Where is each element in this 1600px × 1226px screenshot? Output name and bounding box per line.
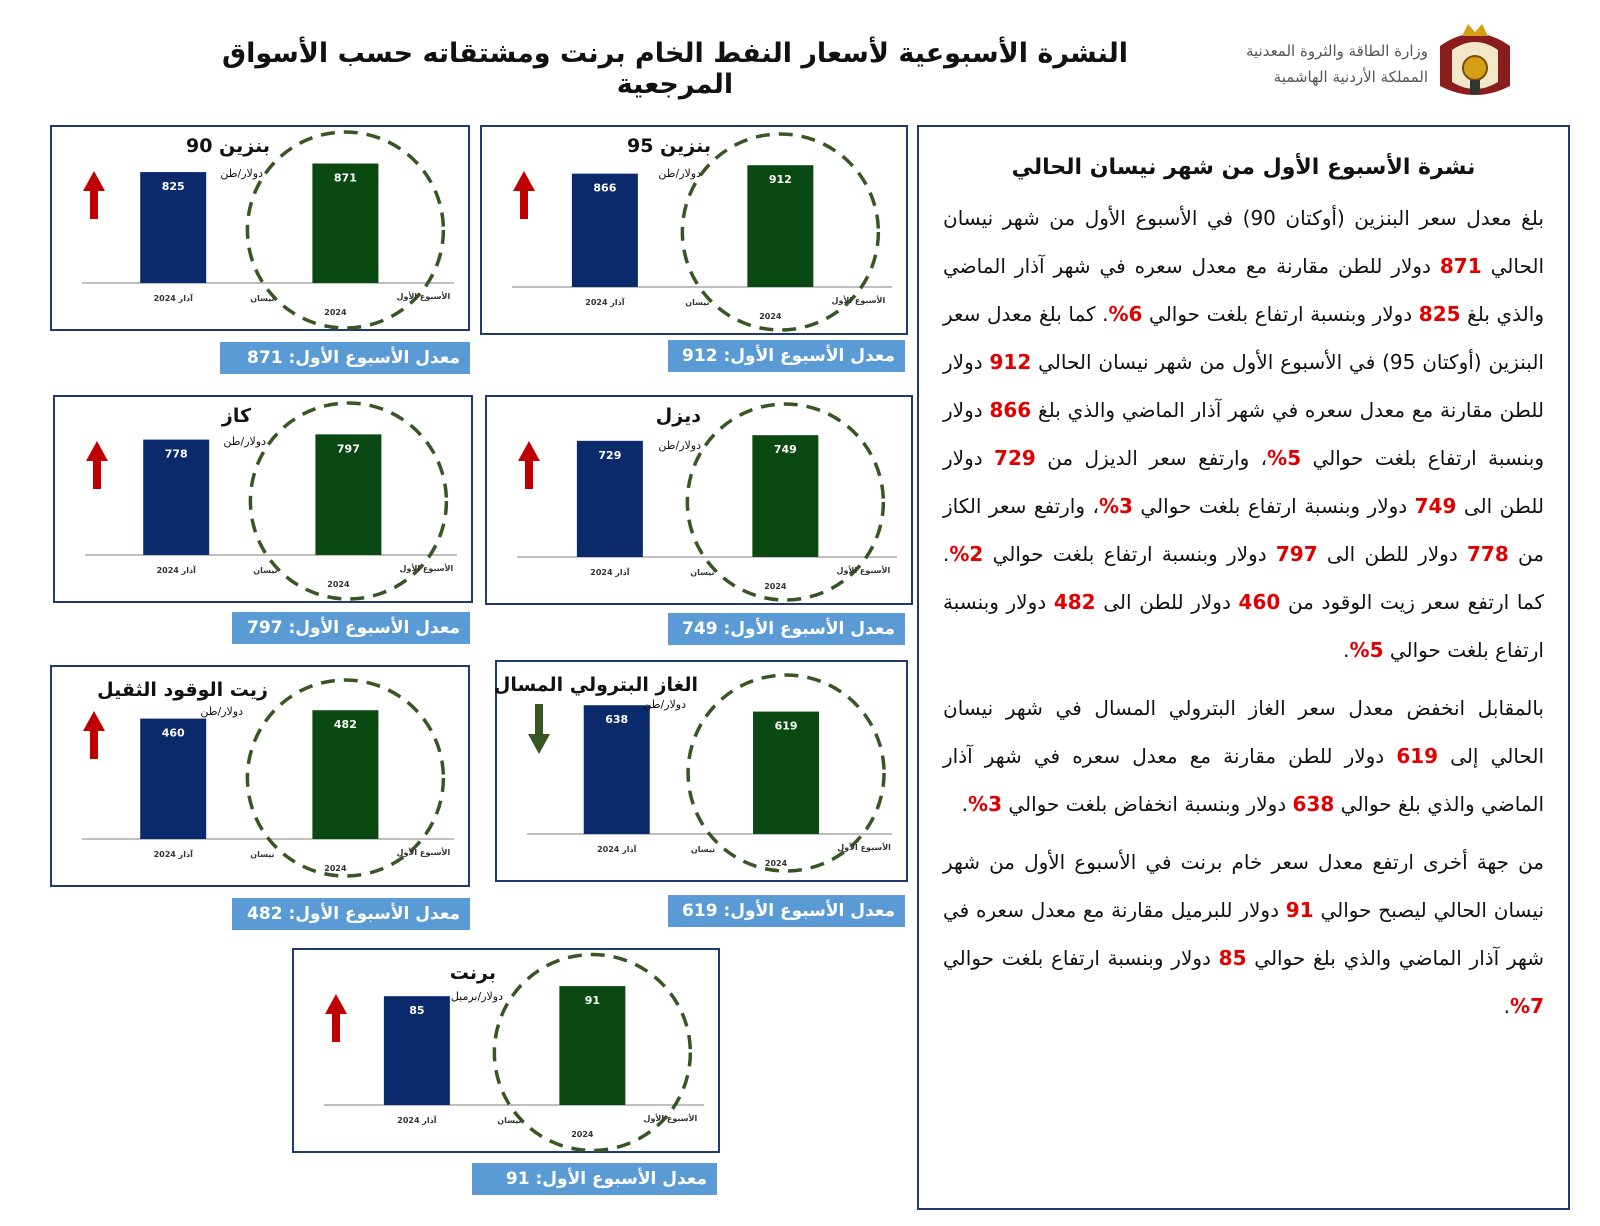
chart-panel-gasoline-95: [480, 125, 908, 335]
chart-unit: دولار/طن: [220, 167, 263, 180]
chart-unit: دولار/طن: [658, 439, 701, 452]
chart-unit: دولار/طن: [658, 167, 701, 180]
chart-title: برنت: [449, 962, 496, 984]
text-segment: ، وارتفع سعر الديزل من: [1035, 446, 1268, 470]
text-segment: من جهة أخرى ارتفع معدل سعر خام برنت في الأسبوع الأول من شهر نيسان الحالي ليصبح حوالي: [943, 850, 1544, 922]
arrow-up-icon: [325, 994, 347, 1042]
tick-label-week: الأسبوع الأول: [396, 292, 451, 301]
highlighted-value: 7%: [1510, 994, 1544, 1018]
text-segment: دولار وبنسبة ارتفاع بلغت حوالي: [1142, 302, 1419, 326]
tick-label-week: الأسبوع الأول: [643, 1114, 698, 1123]
tick-label-march: آذار 2024: [153, 850, 193, 859]
bulletin-text-box: [917, 125, 1570, 1210]
bar-value-label: 866: [593, 181, 617, 195]
highlighted-value: 3%: [968, 792, 1002, 816]
text-segment: دولار للطن مقارنة مع معدل سعره في شهر آذار الماضي والذي بلغ حوالي: [943, 744, 1544, 816]
tick-label-april: نيسان: [690, 845, 716, 854]
arrow-up-icon: [83, 711, 105, 759]
text-segment: بلغ معدل سعر البنزين (أوكتان 90) في الأسبوع الأول من شهر نيسان الحالي: [943, 206, 1545, 278]
paragraph-lpg: [943, 684, 1544, 828]
chart-unit: دولار/طن: [200, 705, 243, 718]
avg-banner: معدل الأسبوع الأول: 482: [232, 898, 470, 930]
tick-label-week: الأسبوع الأول: [836, 566, 891, 575]
tick-label-april: نيسان: [690, 568, 715, 577]
arrow-head: [83, 171, 105, 191]
bar-value-label: 825: [161, 180, 185, 194]
text-segment: دولار للطن مقارنة مع معدل سعره في شهر آذار الماضي والذي بلغ: [943, 350, 1544, 422]
highlighted-value: 85: [1218, 946, 1247, 970]
arrow-up-icon: [86, 441, 108, 489]
tick-label-april: نيسان: [250, 294, 275, 303]
bar-value-label: 871: [333, 171, 357, 185]
chart-title: بنزين 95: [626, 135, 711, 157]
arrow-head: [86, 441, 108, 461]
arrow-head: [83, 711, 105, 731]
chart-panel-lpg: [495, 660, 908, 882]
bar-value-label: 85: [409, 1004, 425, 1018]
text-segment: دولار وبنسبة ارتفاع بلغت حوالي: [943, 590, 1544, 662]
bar-value-label: 912: [768, 173, 792, 187]
kingdom-line: المملكة الأردنية الهاشمية: [1273, 68, 1428, 86]
ministry-name: [1246, 38, 1428, 90]
arrow-shaft: [535, 704, 543, 736]
highlighted-value: 5%: [1349, 638, 1384, 662]
chart-svg: [52, 127, 472, 333]
avg-banner: معدل الأسبوع الأول: 619: [668, 895, 905, 927]
arrow-shaft: [90, 189, 98, 219]
text-segment: دولار وبنسبة انخفاض بلغت حوالي: [1002, 792, 1293, 816]
tick-label-march: آذار 2024: [590, 568, 630, 577]
highlighted-value: 2%: [949, 542, 984, 566]
paragraph-gasoline-diesel: [943, 194, 1544, 674]
highlighted-value: 5%: [1267, 446, 1302, 470]
tick-label-march: آذار 2024: [156, 566, 196, 575]
avg-banner: معدل الأسبوع الأول: 871: [220, 342, 470, 374]
ministry-line: وزارة الطاقة والثروة المعدنية: [1245, 42, 1428, 60]
bar-value-label: 778: [164, 447, 188, 461]
tick-label-week: الأسبوع الأول: [837, 843, 891, 852]
tick-label-year: 2024: [324, 864, 347, 873]
chart-panel-heavy-fuel-oil: [50, 665, 470, 887]
tick-label-year: 2024: [764, 859, 788, 868]
highlighted-value: 866: [989, 398, 1032, 422]
chart-svg: [55, 397, 475, 605]
chart-svg: [482, 127, 910, 337]
arrow-up-icon: [83, 171, 105, 219]
arrow-head: [518, 441, 540, 461]
jordan-crest-icon: [1430, 16, 1520, 106]
text-segment: دولار للطن الى: [943, 446, 1544, 518]
text-segment: دولار وبنسبة ارتفاع بلغت حوالي: [943, 946, 1219, 970]
bar-value-label: 749: [773, 443, 797, 457]
chart-title: كاز: [221, 405, 251, 427]
highlighted-value: 871: [1439, 254, 1482, 278]
highlighted-value: 797: [1275, 542, 1318, 566]
tick-label-week: الأسبوع الأول: [831, 296, 886, 305]
arrow-up-icon: [513, 171, 535, 219]
text-segment: . كما بلغ معدل سعر البنزين (أوكتان 95) في الأسبوع الأول من شهر نيسان الحالي: [943, 302, 1544, 374]
bar-value-label: 91: [584, 994, 601, 1008]
highlighted-value: 3%: [1098, 494, 1133, 518]
text-segment: .: [1503, 994, 1511, 1018]
bar-value-label: 619: [774, 719, 798, 733]
tick-label-march: آذار 2024: [597, 845, 637, 854]
chart-title: الغاز البترولي المسال: [493, 674, 698, 696]
page-title: النشرة الأسبوعية لأسعار النفط الخام برنت ومشتقاته حسب الأسواق المرجعية: [221, 38, 1129, 100]
tick-label-year: 2024: [571, 1130, 594, 1139]
bar-value-label: 638: [605, 713, 629, 727]
ministry-logo: [1245, 16, 1520, 106]
avg-banner: معدل الأسبوع الأول: 912: [668, 340, 905, 372]
arrow-shaft: [520, 189, 528, 219]
arrow-shaft: [332, 1012, 340, 1042]
chart-panel-diesel: [485, 395, 913, 605]
tick-label-year: 2024: [764, 582, 787, 591]
text-segment: دولار وبنسبة ارتفاع بلغت حوالي: [983, 542, 1276, 566]
text-segment: دولار وبنسبة ارتفاع بلغت حوالي: [943, 398, 1544, 470]
arrow-down-icon: [528, 704, 550, 754]
highlighted-value: 638: [1292, 792, 1335, 816]
chart-panel-gasoline-90: [50, 125, 470, 331]
text-segment: ، وارتفع سعر الكاز من: [943, 494, 1544, 566]
highlighted-value: 825: [1418, 302, 1461, 326]
highlighted-value: 729: [994, 446, 1036, 470]
avg-banner: معدل الأسبوع الأول: 749: [668, 613, 905, 645]
text-segment: دولار للبرميل مقارنة مع معدل سعره في شهر آذار الماضي والذي بلغ حوالي: [943, 898, 1544, 970]
highlighted-value: 912: [989, 350, 1032, 374]
tick-label-march: آذار 2024: [585, 298, 625, 307]
tick-label-april: نيسان: [253, 566, 278, 575]
bar-value-label: 729: [598, 448, 622, 462]
bar-value-label: 482: [333, 718, 357, 732]
chart-title: زيت الوقود الثقيل: [97, 679, 268, 701]
highlighted-value: 749: [1414, 494, 1457, 518]
tick-label-march: آذار 2024: [153, 294, 193, 303]
paragraph-brent: [943, 838, 1544, 1030]
text-segment: .: [961, 792, 969, 816]
text-segment: دولار للطن الى: [1317, 542, 1468, 566]
text-segment: .: [1343, 638, 1350, 662]
tick-label-april: نيسان: [685, 298, 710, 307]
text-segment: بالمقابل انخفض معدل سعر الغاز البترولي المسال في شهر نيسان الحالي إلى: [943, 696, 1544, 768]
avg-banner: معدل الأسبوع الأول: 91: [472, 1163, 717, 1195]
highlighted-value: 91: [1285, 898, 1314, 922]
chart-unit: دولار/طن: [643, 698, 686, 711]
arrow-shaft: [525, 459, 533, 489]
highlighted-value: 460: [1238, 590, 1281, 614]
bar-value-label: 460: [161, 726, 185, 740]
arrow-head: [513, 171, 535, 191]
tick-label-year: 2024: [324, 308, 347, 317]
avg-banner: معدل الأسبوع الأول: 797: [232, 612, 470, 644]
text-segment: . كما ارتفع سعر زيت الوقود من: [943, 542, 1545, 614]
tick-label-year: 2024: [759, 312, 782, 321]
tick-label-april: نيسان: [497, 1116, 522, 1125]
highlighted-value: 778: [1467, 542, 1509, 566]
arrow-up-icon: [518, 441, 540, 489]
arrow-shaft: [90, 729, 98, 759]
bulletin-heading: نشرة الأسبوع الأول من شهر نيسان الحالي: [1011, 155, 1476, 180]
arrow-shaft: [93, 459, 101, 489]
chart-title: ديزل: [655, 405, 701, 427]
chart-title: بنزين 90: [185, 135, 270, 157]
text-segment: دولار وبنسبة ارتفاع بلغت حوالي: [1132, 494, 1415, 518]
highlighted-value: 482: [1053, 590, 1096, 614]
chart-panel-brent: [292, 948, 720, 1153]
highlighted-value: 619: [1396, 744, 1439, 768]
tick-label-march: آذار 2024: [397, 1116, 437, 1125]
tick-label-week: الأسبوع الأول: [396, 848, 451, 857]
arrow-head: [528, 734, 550, 754]
bar-value-label: 797: [336, 442, 360, 456]
tick-label-year: 2024: [327, 580, 350, 589]
highlighted-value: 6%: [1108, 302, 1143, 326]
text-segment: دولار للطن الى: [1095, 590, 1239, 614]
chart-unit: دولار/برميل: [450, 990, 503, 1003]
chart-panel-kerosene: [53, 395, 473, 603]
text-segment: دولار للطن مقارنة مع معدل سعره في شهر آذار الماضي والذي بلغ: [943, 254, 1544, 326]
tick-label-week: الأسبوع الأول: [399, 564, 454, 573]
chart-unit: دولار/طن: [223, 435, 266, 448]
chart-svg: [487, 397, 915, 607]
arrow-head: [325, 994, 347, 1014]
chart-svg: [294, 950, 722, 1155]
tick-label-april: نيسان: [250, 850, 275, 859]
